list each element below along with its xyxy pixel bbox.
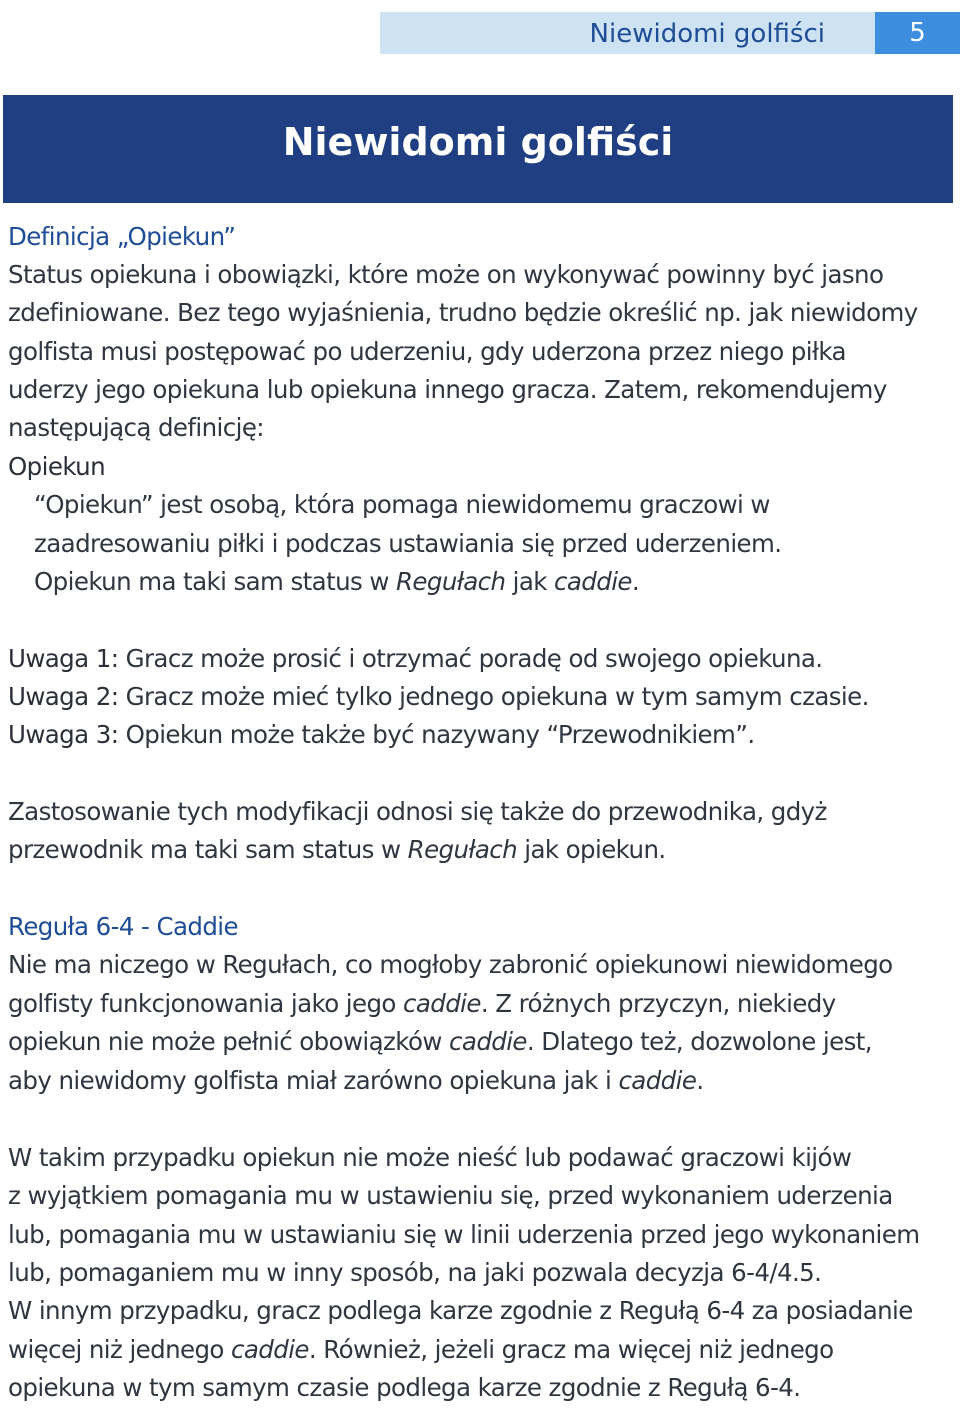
closing-line: opiekuna w tym samym czasie podlega karze zgodnie z Regułą 6-4. bbox=[8, 1373, 801, 1402]
note-text: Gracz może mieć tylko jednego opiekuna w tym samym czasie. bbox=[118, 682, 869, 711]
running-header bbox=[380, 12, 875, 54]
italic-term: caddie bbox=[403, 989, 481, 1018]
text-run: opiekun nie może pełnić obowiązków bbox=[8, 1027, 450, 1056]
term-definition-line bbox=[34, 567, 639, 597]
closing-line: W innym przypadku, gracz podlega karze zgodnie z Regułą 6-4 za posiadanie bbox=[8, 1296, 913, 1325]
rule-line bbox=[8, 1066, 704, 1096]
closing-line: W takim przypadku opiekun nie może nieść lub podawać graczowi kijów bbox=[8, 1143, 852, 1172]
term-definition-line: zaadresowaniu piłki i podczas ustawiania się przed uderzeniem. bbox=[34, 529, 782, 558]
note-text: Gracz może prosić i otrzymać poradę od swojego opiekuna. bbox=[118, 644, 823, 673]
note-1 bbox=[8, 644, 823, 674]
title-banner bbox=[3, 95, 953, 203]
italic-term: caddie bbox=[618, 1066, 697, 1095]
rule-line bbox=[8, 1027, 872, 1057]
note-3 bbox=[8, 720, 755, 750]
rule-heading: Reguła 6-4 - Caddie bbox=[8, 912, 238, 941]
text-run: więcej niż jednego bbox=[8, 1335, 232, 1364]
definition-line: zdefiniowane. Bez tego wyjaśnienia, trudno będzie określić np. jak niewidomy bbox=[8, 298, 918, 327]
definition-heading: Definicja „Opiekun” bbox=[8, 222, 236, 251]
text-run: Opiekun ma taki sam status w bbox=[34, 567, 396, 596]
rule-line: Nie ma niczego w Regułach, co mogłoby zabronić opiekunowi niewidomego bbox=[8, 950, 893, 979]
text-run: aby niewidomy golfista miał zarówno opiekuna jak i bbox=[8, 1066, 619, 1095]
text-run: . bbox=[696, 1066, 704, 1095]
closing-line: lub, pomagania mu w ustawianiu się w linii uderzenia przed jego wykonaniem bbox=[8, 1220, 920, 1249]
closing-line bbox=[8, 1335, 834, 1365]
definition-line: Status opiekuna i obowiązki, które może on wykonywać powinny być jasno bbox=[8, 260, 884, 289]
note-text: Opiekun może także być nazywany “Przewodnikiem”. bbox=[118, 720, 755, 749]
definition-line: golfista musi postępować po uderzeniu, gdy uderzona przez niego piłka bbox=[8, 337, 846, 366]
page-title: Niewidomi golfiści bbox=[282, 120, 674, 164]
note-label: Uwaga 1: bbox=[8, 644, 119, 673]
rule-line bbox=[8, 989, 836, 1019]
application-line bbox=[8, 835, 666, 865]
closing-line: z wyjątkiem pomagania mu w ustawieniu się, przed wykonaniem uderzenia bbox=[8, 1181, 893, 1210]
italic-term: Regułach bbox=[407, 835, 518, 864]
note-label: Uwaga 2: bbox=[8, 682, 119, 711]
text-run: . Dlatego też, dozwolone jest, bbox=[526, 1027, 872, 1056]
text-run: . bbox=[631, 567, 640, 596]
term-heading: Opiekun bbox=[8, 452, 106, 481]
italic-term: caddie bbox=[554, 567, 632, 596]
italic-term: caddie bbox=[449, 1027, 527, 1056]
definition-line: uderzy jego opiekuna lub opiekuna innego gracza. Zatem, rekomendujemy bbox=[8, 375, 887, 404]
text-run: . Również, jeżeli gracz ma więcej niż jednego bbox=[308, 1335, 834, 1364]
italic-term: caddie bbox=[231, 1335, 309, 1364]
text-run: przewodnik ma taki sam status w bbox=[8, 835, 408, 864]
note-2 bbox=[8, 682, 869, 712]
term-definition-line: “Opiekun” jest osobą, która pomaga niewidomemu graczowi w bbox=[34, 490, 770, 519]
text-run: jak opiekun. bbox=[517, 835, 666, 864]
application-line: Zastosowanie tych modyfikacji odnosi się także do przewodnika, gdyż bbox=[8, 797, 827, 826]
note-label: Uwaga 3: bbox=[8, 720, 119, 749]
running-header-title: Niewidomi golfiści bbox=[589, 19, 825, 49]
page-number: 5 bbox=[875, 12, 960, 54]
text-run: golfisty funkcjonowania jako jego bbox=[8, 989, 403, 1018]
closing-line: lub, pomaganiem mu w inny sposób, na jaki pozwala decyzja 6-4/4.5. bbox=[8, 1258, 822, 1287]
italic-term: Regułach bbox=[396, 567, 506, 596]
definition-line: następującą definicję: bbox=[8, 413, 264, 442]
text-run: jak bbox=[505, 567, 555, 596]
text-run: . Z różnych przyczyn, niekiedy bbox=[480, 989, 836, 1018]
